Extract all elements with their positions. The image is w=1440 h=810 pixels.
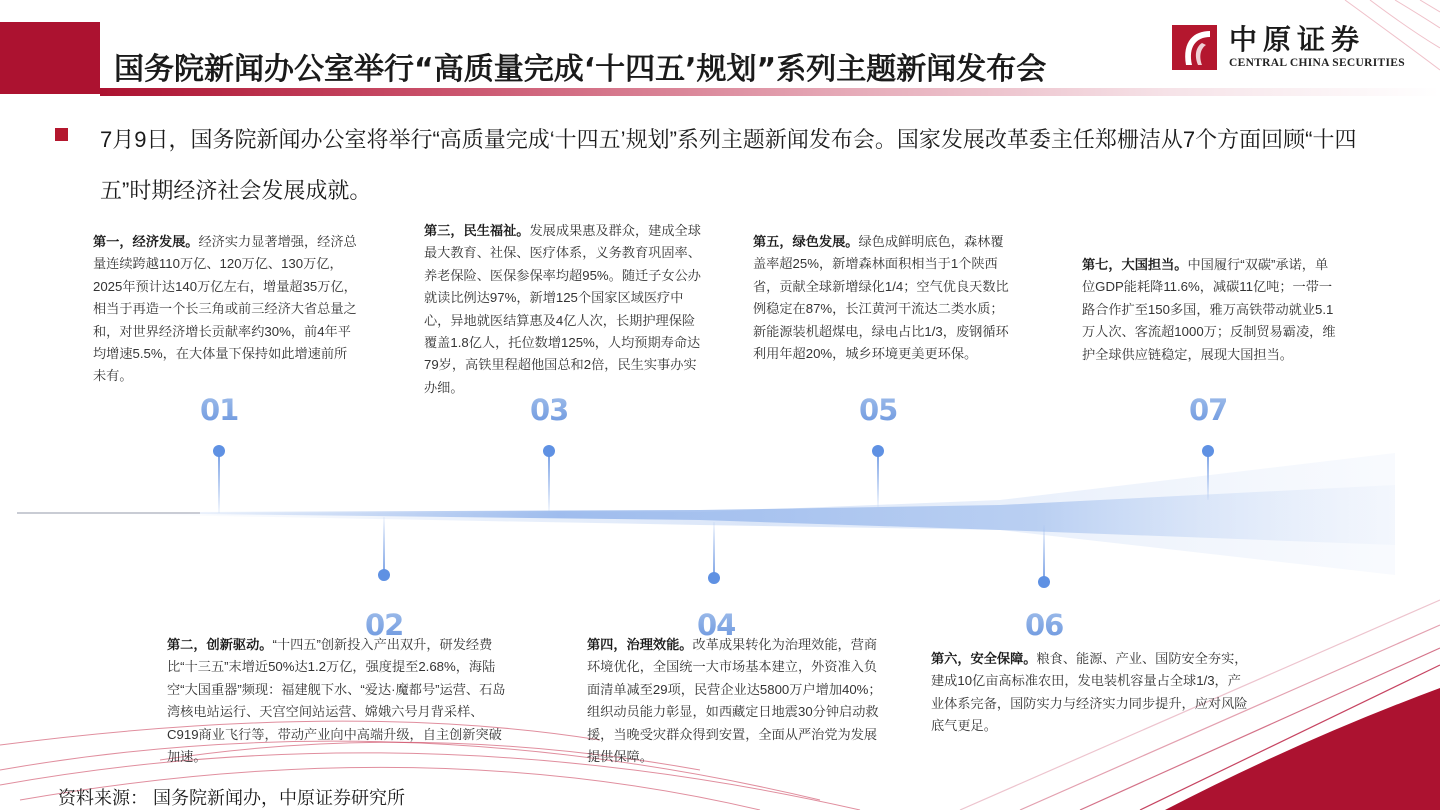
timeline-stem xyxy=(383,517,385,574)
intro-paragraph: 7月9日，国务院新闻办公室将举行“高质量完成‘十四五’规划”系列主题新闻发布会。国家发展改革委主任郑栅洁从7个方面回顾“十四五”时期经济社会发展成就。 xyxy=(100,127,1357,203)
bullet-square-icon xyxy=(55,128,68,141)
card-body: 中国履行“双碳”承诺，单位GDP能耗降11.6%，减碳11亿吨；一带一路合作扩至150多国，雅万高铁带动就业5.1万人次、客流超1000万；反制贸易霸凌，维护全球供应链稳定，展现大国担当。 xyxy=(1082,257,1336,362)
timeline-card-5 xyxy=(753,231,1011,365)
timeline-dot-icon xyxy=(708,572,720,584)
timeline-card-2 xyxy=(167,634,512,768)
timeline-number-06: 06 xyxy=(1025,608,1064,642)
timeline-card-7 xyxy=(1082,254,1340,366)
timeline-dot-icon xyxy=(213,445,225,457)
timeline-card-1 xyxy=(93,231,358,388)
timeline-number-04: 04 xyxy=(697,608,736,642)
timeline-number-05: 05 xyxy=(859,393,898,427)
header-underline xyxy=(100,88,1440,96)
timeline-stem xyxy=(713,522,715,577)
timeline-number-01: 01 xyxy=(200,393,239,427)
logo-english-name: CENTRAL CHINA SECURITIES xyxy=(1229,57,1405,69)
header-accent-block xyxy=(0,22,100,94)
card-heading: 第一，经济发展。 xyxy=(93,234,199,249)
timeline-card-3 xyxy=(424,220,706,399)
card-body: 粮食、能源、产业、国防安全夯实，建成10亿亩高标准农田，发电装机容量占全球1/3，产业体系完备，国防实力与经济实力同步提升，应对风险底气更足。 xyxy=(931,651,1248,734)
card-heading: 第二，创新驱动。 xyxy=(167,637,273,652)
source-note: 资料来源： 国务院新闻办，中原证券研究所 xyxy=(58,788,405,808)
timeline-stem xyxy=(218,455,220,513)
logo-mark-icon xyxy=(1172,25,1217,70)
card-body: 改革成果转化为治理效能，营商环境优化，全国统一大市场基本建立，外资准入负面清单减至29项，民营企业达5800万户增加40%；组织动员能力彰显，如西藏定日地震30分钟启动救援，当晚受灾群众得到安置，全面从严治党为发展提供保障。 xyxy=(587,637,882,765)
timeline-number-02: 02 xyxy=(365,608,404,642)
timeline-card-6 xyxy=(931,648,1249,738)
logo-chinese-name: 中原证券 xyxy=(1229,23,1366,56)
timeline-dot-icon xyxy=(872,445,884,457)
page-title: 国务院新闻办公室举行“高质量完成‘十四五’规划”系列主题新闻发布会 xyxy=(114,52,1047,87)
company-logo xyxy=(1172,24,1405,70)
card-heading: 第三，民生福祉。 xyxy=(424,223,530,238)
timeline-number-03: 03 xyxy=(530,393,569,427)
card-body: 发展成果惠及群众，建成全球最大教育、社保、医疗体系，义务教育巩固率、养老保险、医保参保率均超95%。随迁子女公办就读比例达97%，新增125个国家区域医疗中心，异地就医结算惠及4亿人次，长期护理保险覆盖1.8亿人，托位数增125%，人均预期寿命达79岁，高铁里程超他国总和2倍，民生实事办实办细。 xyxy=(424,223,701,395)
timeline-stem xyxy=(1043,525,1045,580)
card-body: 绿色成鲜明底色，森林覆盖率超25%，新增森林面积相当于1个陕西省，贡献全球新增绿化1/4；空气优良天数比例稳定在87%，长江黄河干流达二类水质；新能源装机超煤电，绿电占比1/3，废钢循环利用年超20%，城乡环境更美更环保。 xyxy=(753,234,1009,362)
timeline-dot-icon xyxy=(378,569,390,581)
card-heading: 第七，大国担当。 xyxy=(1082,257,1188,272)
timeline-number-07: 07 xyxy=(1189,393,1228,427)
timeline-stem xyxy=(548,455,550,512)
card-heading: 第四，治理效能。 xyxy=(587,637,693,652)
card-heading: 第六，安全保障。 xyxy=(931,651,1037,666)
card-body: 经济实力显著增强，经济总量连续跨越110万亿、120万亿、130万亿，2025年预计达140万亿左右，增量超35万亿，相当于再造一个长三角或前三经济大省总量之和，对世界经济增长贡献率约30%，前4年平均增速5.5%，在大体量下保持如此增速前所未有。 xyxy=(93,234,357,384)
timeline-dot-icon xyxy=(1038,576,1050,588)
card-body: “十四五”创新投入产出双升，研发经费比“十三五”末增近50%达1.2万亿，强度提至2.68%，海陆空“大国重器”频现：福建舰下水、“爱达·魔都号”运营、石岛湾核电站运行、天宫空间站运营、嫦娥六号月背采样、C919商业飞行等，带动产业向中高端升级，自主创新突破加速。 xyxy=(167,637,506,765)
timeline-stem xyxy=(877,455,879,507)
timeline-dot-icon xyxy=(543,445,555,457)
timeline-stem xyxy=(1207,455,1209,500)
card-heading: 第五，绿色发展。 xyxy=(753,234,859,249)
timeline-card-4 xyxy=(587,634,885,768)
timeline-dot-icon xyxy=(1202,445,1214,457)
